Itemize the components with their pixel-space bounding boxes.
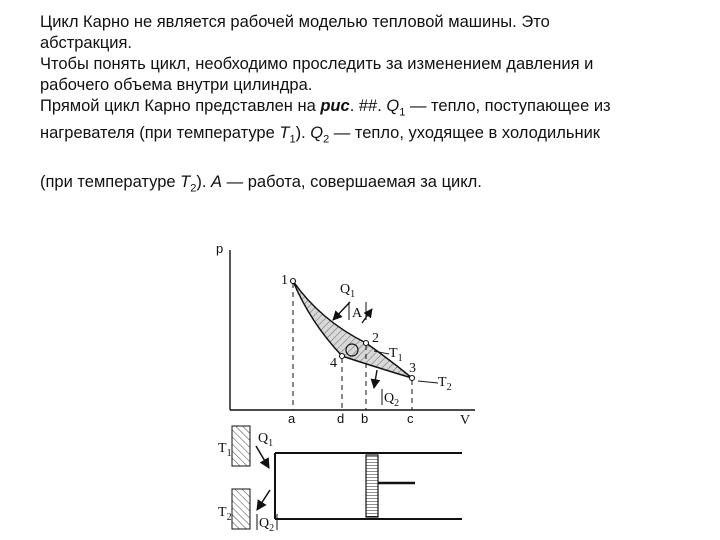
subscript: 2: [323, 133, 330, 146]
subscript: 1: [399, 106, 406, 119]
text-fragment: Цикл Карно не является рабочей моделью тепловой машины. Это: [40, 13, 550, 31]
q2-arrow: [374, 370, 377, 388]
work-arrow: [362, 309, 372, 323]
t2-symbol: T: [438, 375, 447, 390]
q2-label: [384, 391, 399, 409]
q2-symbol: Q: [384, 391, 395, 406]
subscript: 2: [190, 181, 197, 194]
cooler-subscript: 2: [226, 512, 232, 523]
point-1-marker: [291, 279, 296, 284]
point-label-2: 2: [372, 331, 379, 346]
text-fragment: — работа, совершаемая за цикл.: [222, 172, 482, 191]
heater-subscript: 1: [226, 448, 232, 459]
text-fragment: Прямой цикл Карно представлен на: [40, 97, 321, 115]
apparatus-q2-symbol: Q: [259, 516, 270, 531]
heat-in-arrow: [256, 446, 269, 468]
symbol-t: T: [180, 172, 191, 191]
q2-subscript: 2: [394, 398, 400, 409]
heater-body: [232, 426, 250, 466]
symbol-q: Q: [386, 97, 400, 115]
cylinder: [275, 453, 462, 519]
axis-label-v: V: [460, 413, 471, 428]
tick-label-b: b: [361, 411, 369, 426]
point-label-1: 1: [281, 273, 288, 288]
apparatus-q2-label: [259, 516, 274, 534]
t1-symbol: T: [389, 346, 398, 361]
t2-leader: [418, 381, 438, 383]
text-fragment: рабочего объема внутри цилиндра.: [40, 76, 313, 94]
cooler-symbol: T: [218, 505, 227, 520]
heat-out-arrow: [257, 490, 270, 510]
text-fragment: — тепло, уходящее в холодильник: [329, 124, 601, 143]
text-fragment: . ##.: [349, 97, 387, 115]
text-fragment: абстракция.: [40, 34, 133, 52]
cooler-label: [218, 505, 232, 523]
work-label: [349, 302, 372, 323]
point-2-marker: [364, 341, 369, 346]
work-symbol: A: [352, 306, 363, 321]
point-label-3: 3: [409, 361, 416, 376]
text-fragment: ).: [196, 172, 212, 191]
t2-isotherm-label: [438, 375, 452, 393]
point-4-marker: [340, 354, 345, 359]
axis-label-p: p: [216, 241, 224, 256]
q1-label: [340, 282, 355, 300]
figure-ref: рис: [320, 97, 350, 115]
t2-subscript: 2: [446, 382, 452, 393]
text-fragment: — тепло, поступающее из: [405, 97, 611, 115]
symbol-a: A: [211, 172, 223, 191]
point-label-4: 4: [330, 356, 337, 371]
q1-arrow: [333, 302, 350, 320]
symbol-t: T: [279, 124, 290, 143]
apparatus-q2-subscript: 2: [269, 523, 275, 534]
heater-label: [218, 441, 232, 459]
tick-label-d: d: [337, 411, 345, 426]
text-fragment: нагревателя (при температуре: [40, 124, 280, 143]
cooler-body: [232, 489, 250, 529]
text-fragment: (при температуре: [40, 172, 181, 191]
cooler-block: [218, 489, 250, 529]
point-3-marker: [410, 376, 415, 381]
symbol-q: Q: [310, 124, 324, 143]
apparatus-q1-symbol: Q: [258, 431, 269, 446]
text-fragment: Чтобы понять цикл, необходимо проследить за изменением давления и: [40, 55, 594, 73]
tick-label-c: c: [407, 411, 414, 426]
t1-subscript: 1: [397, 353, 403, 364]
subscript: 1: [289, 133, 296, 146]
text-fragment: ).: [295, 124, 311, 143]
apparatus-q1-label: [258, 431, 273, 449]
heater-block: [218, 426, 250, 466]
heater-symbol: T: [218, 441, 227, 456]
piston: [366, 455, 378, 517]
q1-subscript: 1: [350, 289, 356, 300]
tick-label-a: a: [288, 411, 296, 426]
q1-symbol: Q: [340, 282, 351, 297]
apparatus-q1-subscript: 1: [268, 438, 274, 449]
